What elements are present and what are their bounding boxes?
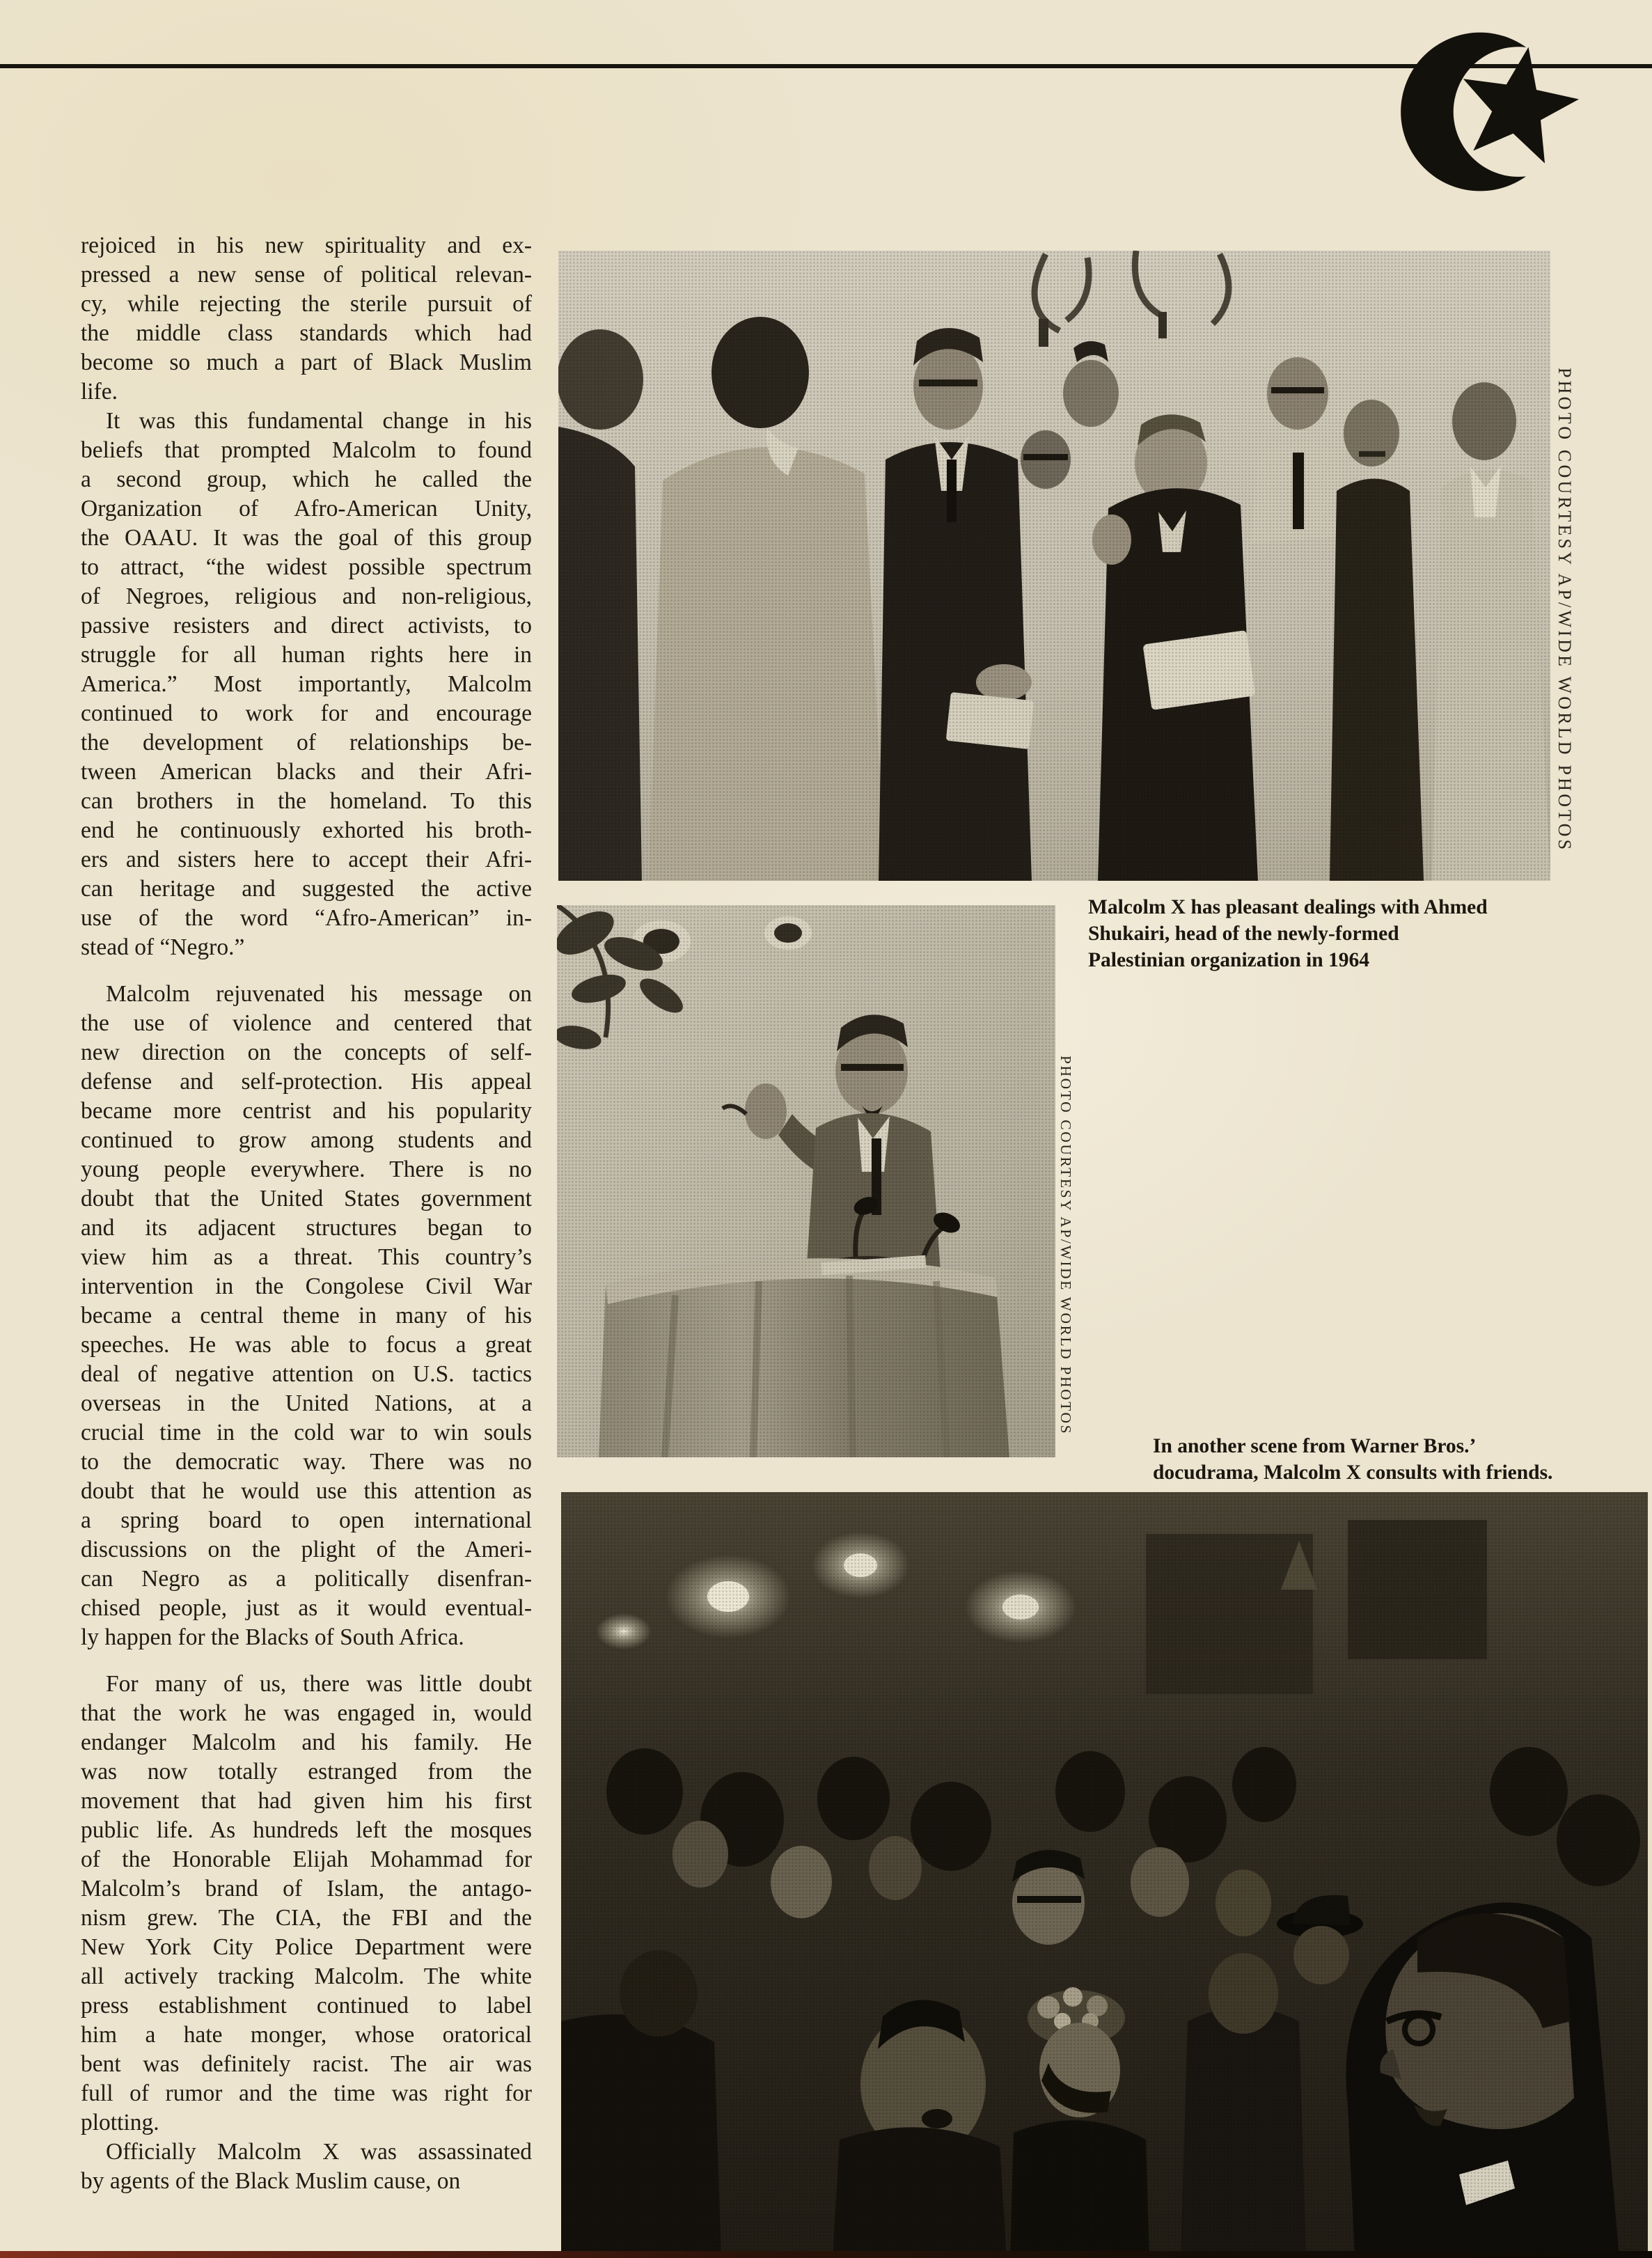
article-text-line: that the work he was engaged in, would [81,1700,532,1726]
article-text-line: movement that had given him his first [81,1788,532,1814]
article-text-line: can brothers in the homeland. To this [81,788,532,814]
article-text-line: ers and sisters here to accept their Afri- [81,847,532,872]
photo-malcolm-shukairi-illustration [558,251,1550,881]
caption-line: Palestinian organization in 1964 [1088,949,1370,971]
article-text-line: Organization of Afro-American Unity, [81,496,532,522]
photo-credit-vertical: PHOTO COURTESY AP/WIDE WORLD PHOTOS [1057,1056,1074,1436]
article-text-line: all actively tracking Malcolm. The white [81,1963,532,1989]
article-text-line: rejoiced in his new spirituality and ex- [81,233,532,258]
article-text-line: became a central theme in many of his [81,1303,532,1328]
article-text-line: can heritage and suggested the active [81,876,532,902]
article-text-line: intervention in the Congolese Civil War [81,1273,532,1299]
article-text-line: him a hate monger, whose oratorical [81,2022,532,2048]
article-text-line: continued to grow among students and [81,1127,532,1153]
article-text-line: passive resisters and direct activists, to [81,613,532,638]
article-text-line: crucial time in the cold war to win souls [81,1420,532,1445]
article-text-column [81,231,532,2196]
caption-line: docudrama, Malcolm X consults with friends. [1153,1461,1553,1484]
caption-line: Malcolm X has pleasant dealings with Ahmed [1088,896,1488,918]
article-text-line: life. [81,379,118,405]
article-text-line: can Negro as a politically disenfran- [81,1566,532,1592]
article-text-line: pressed a new sense of political relevan- [81,262,532,288]
article-text-line: become so much a part of Black Muslim [81,350,532,375]
article-text-line: and its adjacent structures began to [81,1215,532,1241]
article-text-line: full of rumor and the time was right for [81,2080,532,2106]
article-text-line: defense and self-protection. His appeal [81,1069,532,1095]
photo-podium-illustration [557,905,1055,1457]
article-text-line: of the Honorable Elijah Mohammad for [81,1847,532,1872]
article-text-line: new direction on the concepts of self- [81,1040,532,1065]
article-text-line: nism grew. The CIA, the FBI and the [81,1905,532,1931]
article-text-line: endanger Malcolm and his family. He [81,1730,532,1755]
article-text-line: the use of violence and centered that [81,1010,532,1036]
article-text-line: press establishment continued to label [81,1993,532,2018]
article-text-line: young people everywhere. There is no [81,1157,532,1182]
article-text-line: public life. As hundreds left the mosques [81,1817,532,1843]
article-text-line: by agents of the Black Muslim cause, on [81,2168,461,2194]
photo-malcolm-with-ahmed-shukairi [558,251,1550,881]
article-text-line: of Negroes, religious and non-religious, [81,583,532,609]
article-text-line: cy, while rejecting the sterile pursuit of [81,291,532,317]
article-text-line: use of the word “Afro-American” in- [81,905,532,931]
article-text-line: became more centrist and his popularity [81,1098,532,1124]
article-text-line: Malcolm rejuvenated his message on [106,981,532,1007]
article-text-line: Malcolm’s brand of Islam, the antago- [81,1876,532,1902]
photo-caption-docudrama [1153,1433,1647,1486]
article-text-line: chised people, just as it would eventual- [81,1595,532,1621]
article-text-line: the development of relationships be- [81,730,532,755]
photo-caption-shukairi [1088,894,1568,973]
photo-docudrama-crowd-scene [561,1492,1648,2258]
article-text-line: bent was definitely racist. The air was [81,2051,532,2077]
article-text-line: to the democratic way. There was no [81,1449,532,1475]
article-text-line: plotting. [81,2110,159,2135]
crescent-and-star-icon [1392,19,1587,206]
article-text-line: to attract, “the widest possible spectrum [81,554,532,580]
article-text-line: stead of “Negro.” [81,934,245,960]
article-text-line: New York City Police Department were [81,1934,532,1960]
crescent-and-star-icon [1392,19,1587,205]
article-text-line: tween American blacks and their Afri- [81,759,532,785]
article-text-line: was now totally estranged from the [81,1759,532,1785]
caption-line: Shukairi, head of the newly-formed [1088,923,1399,945]
article-text-line: view him as a threat. This country’s [81,1244,532,1270]
article-text-line: end he continuously exhorted his broth- [81,817,532,843]
photo-malcolm-at-podium [557,905,1055,1457]
caption-line: In another scene from Warner Bros.’ [1153,1435,1477,1457]
photo-credit-vertical: PHOTO COURTESY AP/WIDE WORLD PHOTOS [1555,368,1575,853]
article-text-line: It was this fundamental change in his [106,408,532,434]
article-text-line: the OAAU. It was the goal of this group [81,525,532,551]
article-text-line: the middle class standards which had [81,320,532,346]
article-text-line: speeches. He was able to focus a great [81,1332,532,1358]
article-text-line: doubt that the United States government [81,1186,532,1212]
article-text-line: For many of us, there was little doubt [106,1671,532,1697]
article-text-line: overseas in the United Nations, at a [81,1390,532,1416]
photo-crowd-illustration [561,1492,1648,2258]
page-bottom-edge [0,2251,1652,2258]
article-text-line: a second group, which he called the [81,467,532,492]
article-text-line: discussions on the plight of the Ameri- [81,1537,532,1562]
article-text-line: doubt that he would use this attention as [81,1478,532,1504]
article-text-line: beliefs that prompted Malcolm to found [81,437,532,463]
article-text-line: ly happen for the Blacks of South Africa. [81,1624,464,1650]
article-text-line: Officially Malcolm X was assassinated [106,2139,532,2165]
article-text-line: a spring board to open international [81,1507,532,1533]
article-text-line: deal of negative attention on U.S. tactics [81,1361,532,1387]
article-text-line: struggle for all human rights here in [81,642,532,668]
article-text-line: continued to work for and encourage [81,700,532,726]
article-text-line: America.” Most importantly, Malcolm [81,671,532,697]
